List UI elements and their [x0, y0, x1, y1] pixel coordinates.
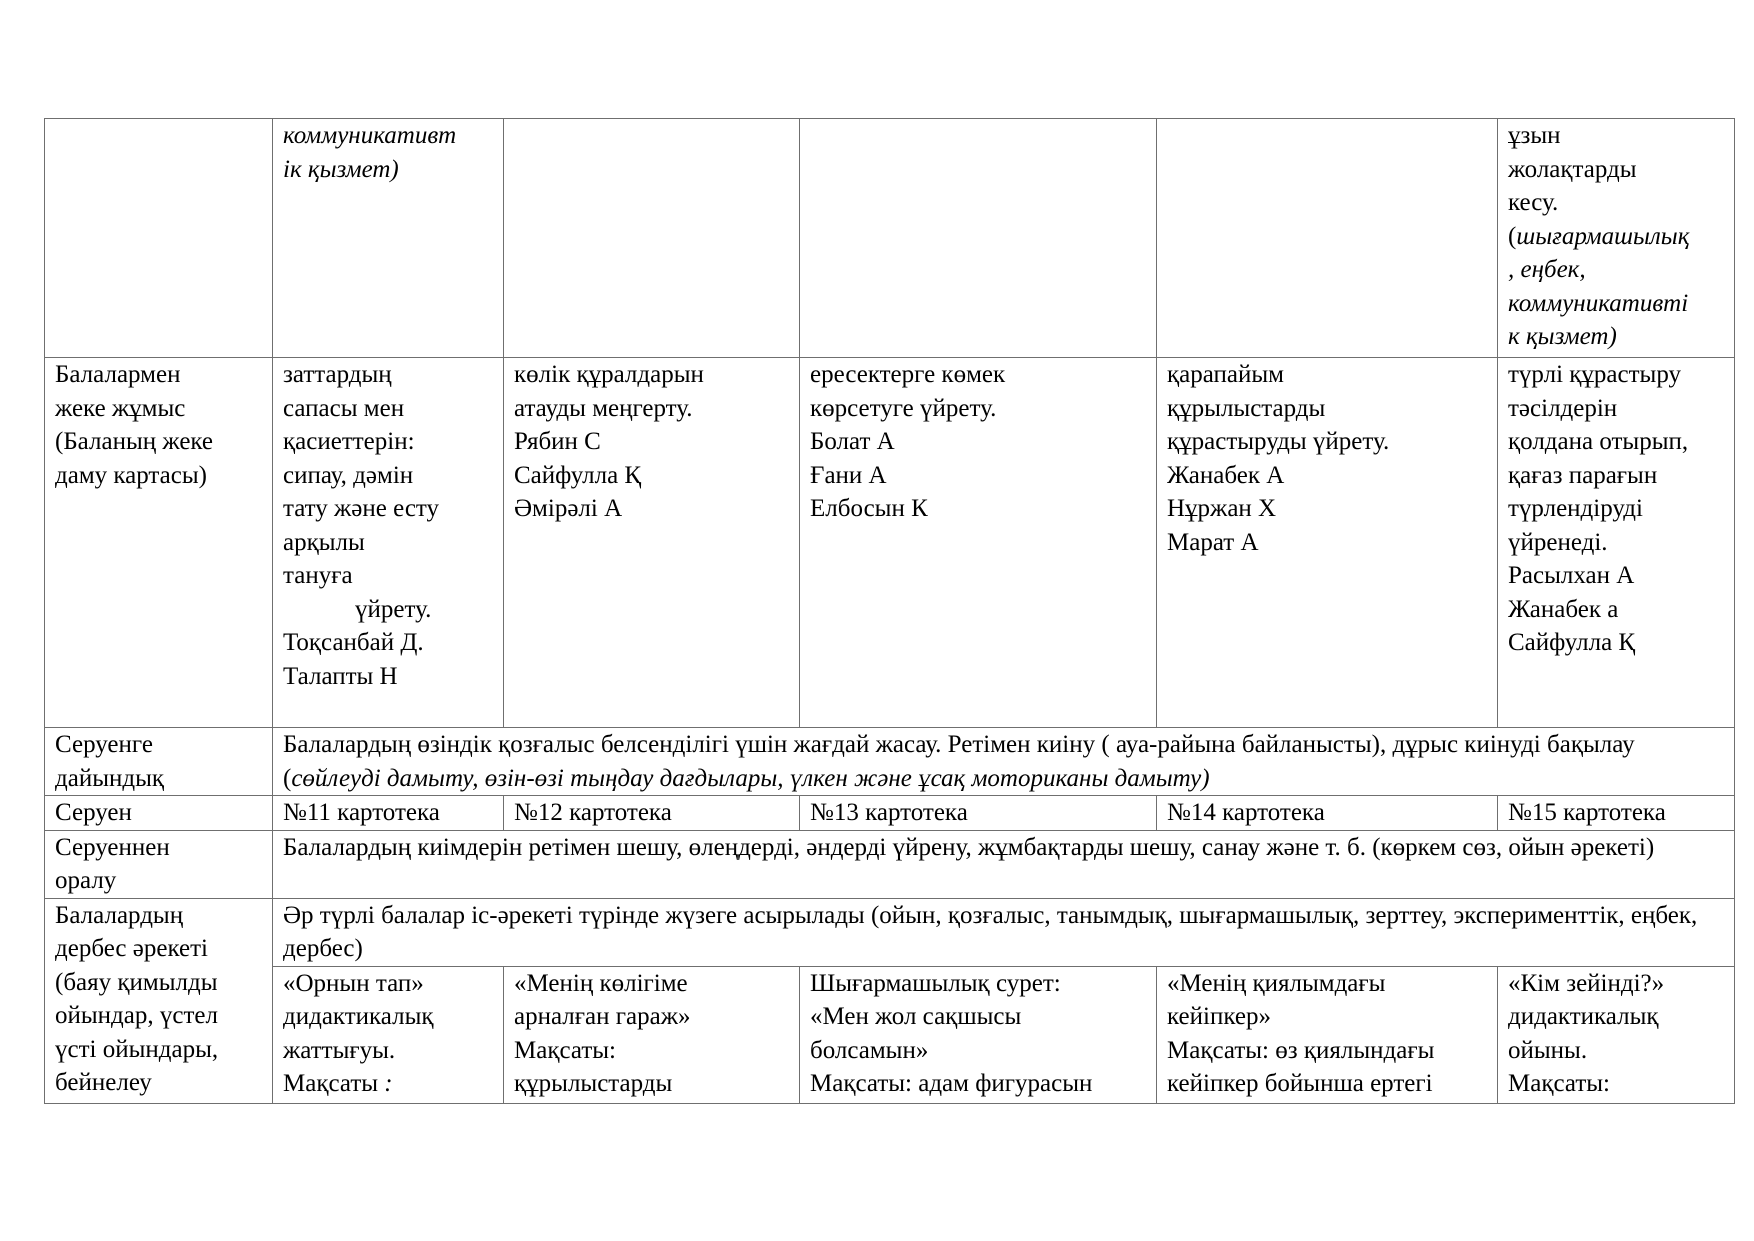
cell-text: коммуникативт ік қызмет) [283, 122, 457, 183]
merged-cell [273, 830, 1735, 898]
cell-text: Тоқсанбай Д. Талапты Н [283, 629, 424, 690]
cell-text: «Орнын тап» дидактикалық жаттығуы. Мақсаты [283, 969, 434, 1097]
cell-text-italic: : [384, 1070, 393, 1097]
row-label: Балалармен жеке жұмыс (Баланың жеке даму картасы) [55, 361, 214, 489]
table-cell [800, 796, 1157, 831]
card-label: №13 картотека [810, 799, 968, 826]
table-row [45, 898, 1735, 966]
table-cell [1498, 796, 1735, 831]
row-label: Серуеннен оралу [55, 833, 170, 894]
row-label-cell [45, 830, 273, 898]
table-cell [800, 119, 1157, 358]
row-label: Серуенге дайындық [55, 731, 165, 792]
table-row [45, 796, 1735, 831]
cell-text: Балалардың өзіндік қозғалыс белсенділігі үшін жағдай жасау. Ретімен киіну ( ауа-райына байланысты), дұрыс киінуді бақылау ( [283, 731, 1635, 792]
table-cell [1498, 358, 1735, 728]
table-cell [1157, 796, 1498, 831]
table-row [45, 728, 1735, 796]
card-label: №12 картотека [514, 799, 672, 826]
cell-text-indented: үйрету. [355, 595, 432, 623]
cell-text: ұзын жолақтарды кесу. ( [1508, 122, 1637, 250]
merged-cell [273, 898, 1735, 966]
table-row [45, 358, 1735, 728]
row-label-cell [45, 796, 273, 831]
row-label-cell [45, 119, 273, 358]
table-cell [504, 796, 800, 831]
table-row [45, 830, 1735, 898]
card-label: №11 картотека [283, 799, 440, 826]
table-cell [1157, 358, 1498, 728]
row-label-cell [45, 898, 273, 1103]
table-cell [273, 119, 504, 358]
cell-text: ересектерге көмек көрсетуге үйрету. Болат А Ғани А Елбосын К [810, 361, 1006, 522]
table-cell [273, 358, 504, 728]
table-cell [1498, 119, 1735, 358]
table-cell [504, 119, 800, 358]
row-label: Серуен [55, 799, 132, 826]
cell-text: қарапайым құрылыстарды құрастыруды үйрету. Жанабек А Нұржан Х Марат А [1167, 361, 1390, 556]
table-cell [1498, 966, 1735, 1103]
table-cell [504, 358, 800, 728]
cell-text: «Менің қиялымдағы кейіпкер» Мақсаты: өз қиялындағы кейіпкер бойынша ертегі [1167, 969, 1435, 1097]
table-cell [1157, 119, 1498, 358]
card-label: №15 картотека [1508, 799, 1666, 826]
row-label-cell [45, 728, 273, 796]
cell-text: заттардың сапасы мен қасиеттерін: сипау, дәмін тату және есту арқылы тануға [283, 361, 440, 589]
table-cell [273, 966, 504, 1103]
table-cell [800, 358, 1157, 728]
merged-cell [273, 728, 1735, 796]
table-cell [1157, 966, 1498, 1103]
table-cell [273, 796, 504, 831]
table-cell [800, 966, 1157, 1103]
row-label: Балалардың дербес әрекеті (баяу қимылды ойындар, үстел үсті ойындары, бейнелеу [55, 901, 219, 1096]
cell-text: Шығармашылық сурет: «Мен жол сақшысы болсамын» Мақсаты: адам фигурасын [810, 969, 1093, 1097]
table-row [45, 119, 1735, 358]
plan-table [44, 118, 1735, 1104]
cell-text: «Кім зейінді?» дидактикалық ойыны. Мақсаты: [1508, 969, 1665, 1097]
table-row [45, 966, 1735, 1103]
row-label-cell [45, 358, 273, 728]
cell-text-italic: шығармашылық , еңбек, коммуникативті к қызмет) [1508, 222, 1690, 350]
card-label: №14 картотека [1167, 799, 1325, 826]
cell-text: түрлі құрастыру тәсілдерін қолдана отырып, қағаз парағын түрлендіруді үйренеді. Расылхан А Жанабек а Сайфулла Қ [1508, 361, 1689, 656]
cell-text: көлік құралдарын атауды меңгерту. Рябин С Сайфулла Қ Әмірәлі А [514, 361, 704, 522]
cell-text: «Менің көлігіме арналған гараж» Мақсаты: құрылыстарды [514, 969, 691, 1097]
cell-text: Балалардың киімдерін ретімен шешу, өлеңдерді, әндерді үйрену, жұмбақтарды шешу, санау және т. б. (көркем сөз, ойын әрекеті) [283, 833, 1655, 861]
cell-text-italic: сөйлеуді дамыту, өзін-өзі тыңдау дағдылары, үлкен және ұсақ моториканы дамыту) [291, 764, 1210, 792]
table-cell [504, 966, 800, 1103]
cell-text: Әр түрлі балалар іс-әрекеті түрінде жүзеге асырылады (ойын, қозғалыс, танымдық, шығармашылық, зерттеу, эксперименттік, еңбек, дербес) [283, 901, 1698, 962]
